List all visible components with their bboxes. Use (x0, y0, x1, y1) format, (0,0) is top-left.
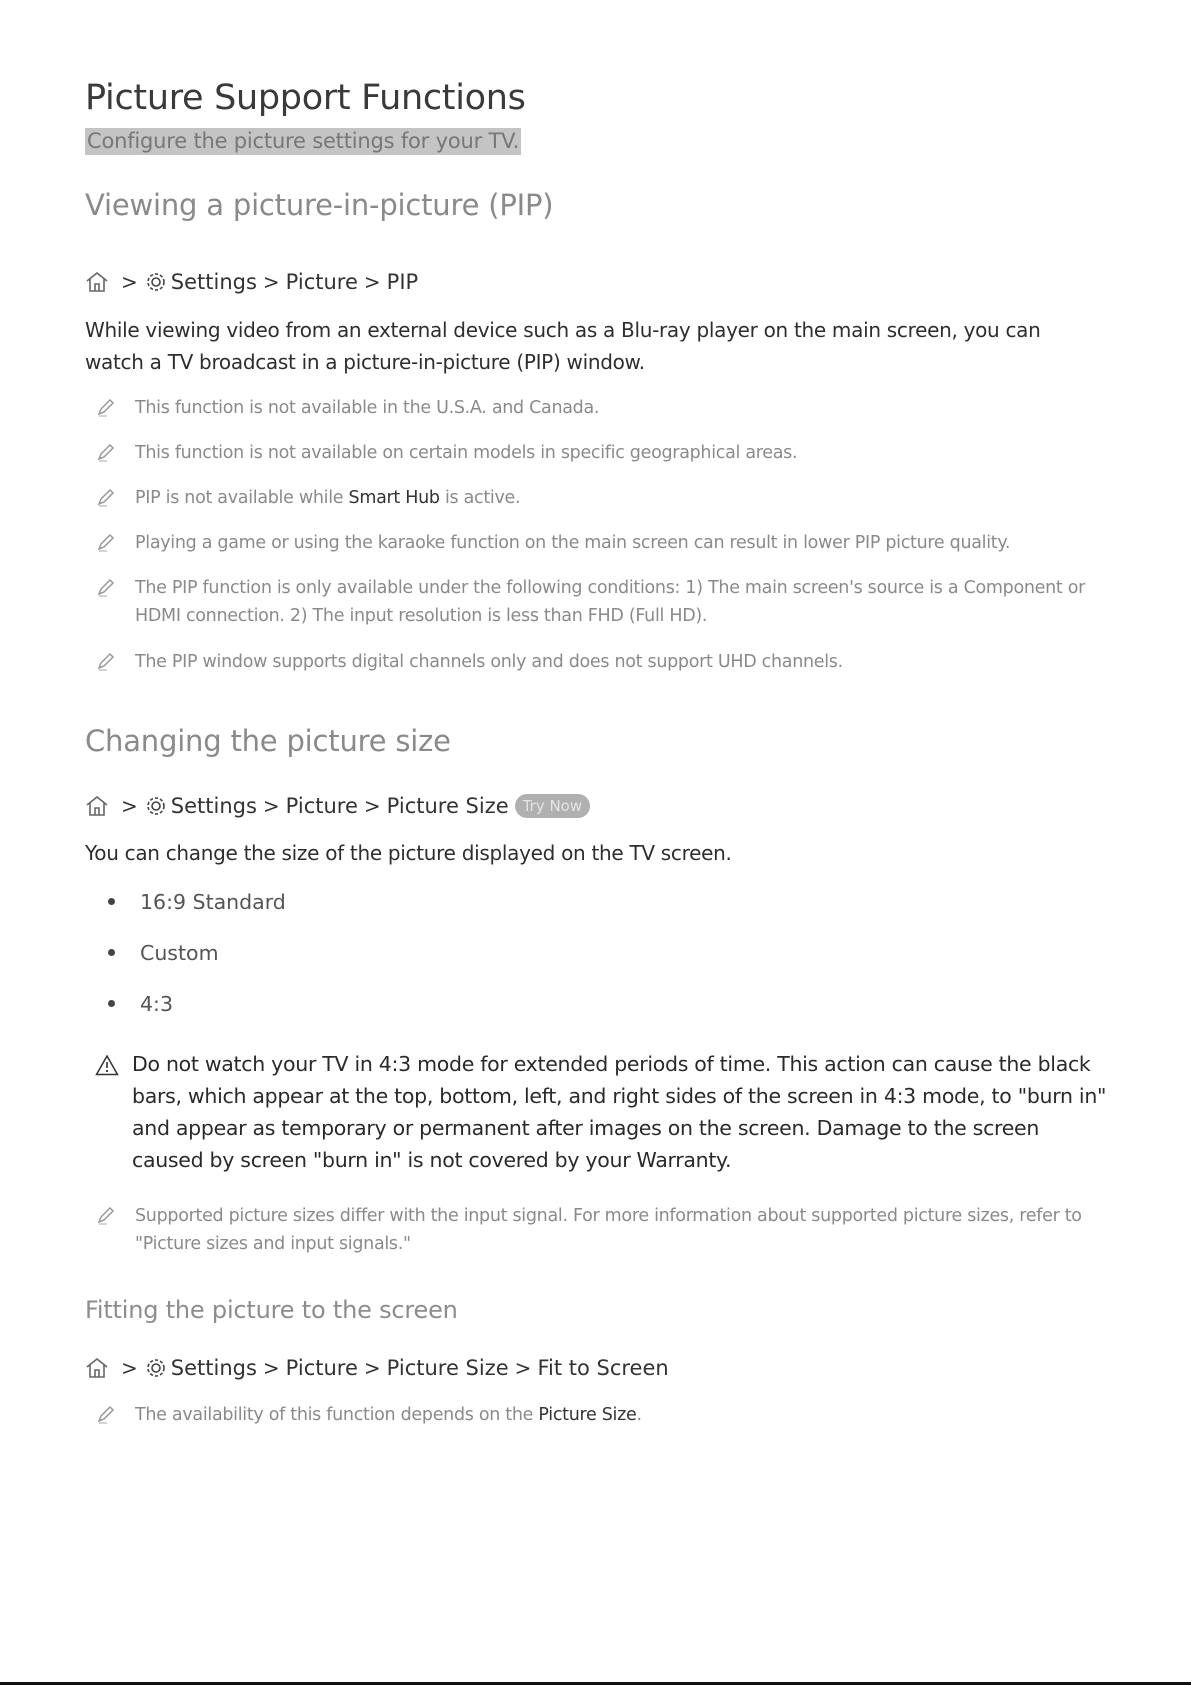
gear-icon[interactable] (144, 1356, 168, 1380)
crumb-settings[interactable]: Settings (170, 794, 257, 818)
separator: > (262, 794, 280, 818)
crumb-picture-size[interactable]: Picture Size (386, 794, 509, 818)
pip-description: While viewing video from an external device such as a Blu-ray player on the main screen, you can watch a TV broadcast in a picture-in-picture (PIP) window. (85, 318, 1041, 374)
note-text: PIP is not available while Smart Hub is active. (135, 488, 521, 508)
option-label: Custom (140, 940, 219, 965)
gear-icon[interactable] (144, 270, 168, 294)
note-text: This function is not available on certain models in specific geographical areas. (135, 443, 798, 463)
pen-icon (95, 576, 117, 598)
list-item (108, 876, 286, 927)
option-label: 16:9 Standard (140, 889, 286, 914)
breadcrumb-fit (85, 1356, 669, 1380)
crumb-picture[interactable]: Picture (285, 270, 358, 294)
warning-triangle-icon (95, 1054, 119, 1076)
try-now-button[interactable]: Try Now (515, 794, 590, 818)
note-text: Playing a game or using the karaoke function on the main screen can result in lower PIP picture quality. (135, 533, 1011, 553)
note (95, 648, 1095, 676)
note (95, 529, 1095, 557)
option-label: 4:3 (140, 991, 173, 1016)
section-heading-pip: Viewing a picture-in-picture (PIP) (85, 188, 554, 222)
page-subtitle: Configure the picture settings for your TV. (87, 129, 520, 153)
bullet-dot (108, 1000, 115, 1007)
separator: > (121, 270, 138, 294)
pen-icon (95, 531, 117, 553)
section-heading-size: Changing the picture size (85, 724, 451, 758)
crumb-picture[interactable]: Picture (285, 794, 358, 818)
separator: > (363, 1356, 381, 1380)
crumb-fit-to-screen[interactable]: Fit to Screen (537, 1356, 669, 1380)
home-icon[interactable] (85, 1357, 109, 1379)
note-text: The PIP function is only available under the following conditions: 1) The main screen's source is a Component or HDMI connection. 2) The input resolution is less than FHD (Full HD). (135, 578, 1086, 626)
home-icon[interactable] (85, 271, 109, 293)
bullet-dot (108, 949, 115, 956)
breadcrumb-size (85, 794, 590, 818)
crumb-picture-size[interactable]: Picture Size (386, 1356, 509, 1380)
warning-block (95, 1048, 1110, 1176)
crumb-pip[interactable]: PIP (386, 270, 419, 294)
warning-text: Do not watch your TV in 4:3 mode for extended periods of time. This action can cause the black bars, which appear at the top, bottom, left, and right sides of the screen in 4:3 mode, to "burn in" and appear as temporary or permanent after images on the screen. Damage to the screen caused by screen "burn in" is not covered by your Warranty. (132, 1052, 1107, 1172)
note (95, 484, 1095, 512)
breadcrumb-pip (85, 270, 418, 294)
separator: > (262, 270, 280, 294)
pen-icon (95, 396, 117, 418)
smart-hub-term: Smart Hub (348, 488, 440, 508)
picture-size-term: Picture Size (538, 1405, 637, 1425)
note-text: The PIP window supports digital channels only and does not support UHD channels. (135, 652, 843, 672)
crumb-settings[interactable]: Settings (170, 270, 257, 294)
bullet-dot (108, 898, 115, 905)
note (95, 1401, 1095, 1429)
note (95, 574, 1095, 630)
pen-icon (95, 650, 117, 672)
pen-icon (95, 1204, 117, 1226)
page-title: Picture Support Functions (85, 78, 526, 118)
separator: > (514, 1356, 532, 1380)
size-description: You can change the size of the picture displayed on the TV screen. (85, 841, 732, 865)
note-text: The availability of this function depends on the Picture Size. (135, 1405, 642, 1425)
separator: > (262, 1356, 280, 1380)
size-options-list (108, 876, 286, 1029)
note (95, 439, 1095, 467)
note-text: This function is not available in the U.S.A. and Canada. (135, 398, 600, 418)
separator: > (121, 794, 138, 818)
list-item (108, 978, 286, 1029)
note-text: Supported picture sizes differ with the input signal. For more information about supported picture sizes, refer to "Picture sizes and input signals." (135, 1206, 1082, 1254)
separator: > (363, 270, 381, 294)
section-heading-fit: Fitting the picture to the screen (85, 1296, 458, 1324)
pen-icon (95, 486, 117, 508)
home-icon[interactable] (85, 795, 109, 817)
pen-icon (95, 1403, 117, 1425)
gear-icon[interactable] (144, 794, 168, 818)
separator: > (363, 794, 381, 818)
list-item (108, 927, 286, 978)
crumb-settings[interactable]: Settings (170, 1356, 257, 1380)
separator: > (121, 1356, 138, 1380)
note (95, 1202, 1095, 1258)
crumb-picture[interactable]: Picture (285, 1356, 358, 1380)
note (95, 394, 1095, 422)
pen-icon (95, 441, 117, 463)
